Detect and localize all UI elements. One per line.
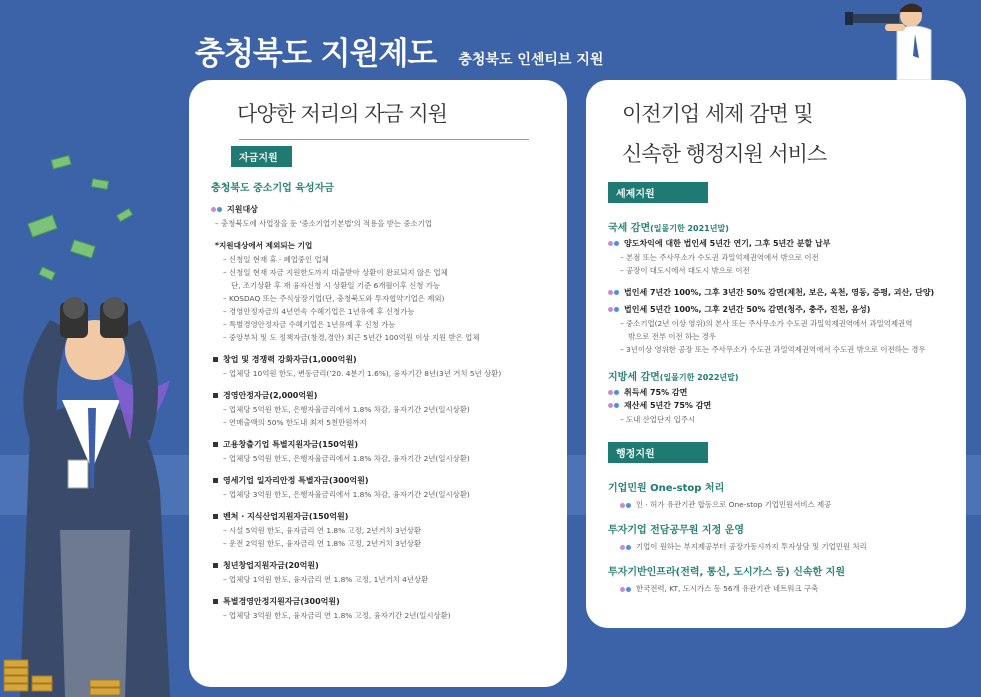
- bullet-dots-icon: [608, 388, 620, 397]
- bullet-dots-icon: [608, 288, 620, 297]
- national-tax-title: 국세 감면(일몰기한 2021년말): [608, 223, 729, 234]
- bullet-dots-icon: [620, 582, 632, 595]
- list-item: – KOSDAQ 또는 주식상장기업(단, 충청북도와 투자협약기업은 제외): [223, 294, 445, 303]
- target-description: – 충청북도에 사업장을 둔 '중소기업기본법'의 적용을 받는 중소기업: [215, 219, 432, 228]
- fund-title: 청년창업지원자금(20억원): [213, 560, 549, 571]
- local-tax-title: 지방세 감면(일몰기한 2022년말): [608, 372, 739, 383]
- section-label-fund: 자금지원: [231, 146, 292, 167]
- list-item: – 특별경영안정자금 수혜기업은 1년유예 후 신청 가능: [223, 320, 396, 329]
- tax-item-detail: – 3년이상 영위한 공장 또는 주사무소가 수도권 과밀억제권역에서 수도권 밖으로 이전하는 경우: [620, 345, 926, 354]
- list-item: – 경영안정자금의 4년연속 수혜기업은 1년유예 후 신청가능: [223, 307, 415, 316]
- tax-item-detail: – 공장이 대도시에서 대도시 밖으로 이전: [620, 266, 750, 275]
- tax-item-detail: – 본점 또는 주사무소가 수도권 과밀억제권역에서 밖으로 이전: [620, 253, 819, 262]
- square-bullet-icon: [213, 563, 218, 568]
- section-label-tax: 세제지원: [608, 182, 708, 203]
- fund-detail: – 업체당 10억원 한도, 변동금리(’20. 4분기 1.6%), 융자기간 8년(3년 거치 5년 상환): [223, 369, 502, 378]
- tax-admin-card: [586, 80, 966, 628]
- fund-title: 벤처 · 지식산업지원자금(150억원): [213, 511, 549, 522]
- square-bullet-icon: [213, 599, 218, 604]
- list-item: – 신청일 현재 자금 지원한도까지 대출받아 상환이 완료되지 않은 업체: [223, 268, 448, 277]
- tax-item-detail: – 중소기업(2년 이상 영위)의 본사 또는 주사무소가 수도권 과밀억제권역에서 과밀억제권역: [620, 319, 913, 328]
- bullet-dots-icon: [608, 239, 620, 248]
- bullet-dots-icon: [620, 540, 632, 553]
- fund-group-title: 충청북도 중소기업 육성자금: [211, 183, 334, 194]
- fund-detail: – 업체당 3억원 한도, 은행자율금리에서 1.8% 차감, 융자기간 2년(일시상환): [223, 490, 470, 499]
- admin-item-title: 투자기업 전담공무원 지정 운영: [608, 525, 745, 536]
- fund-title: 영세기업 일자리안정 특별자금(300억원): [213, 475, 549, 486]
- admin-item-desc: 한국전력, KT, 도시가스 등 56개 유관기관 네트워크 구축: [608, 582, 948, 595]
- fund-detail: – 업체당 5억원 한도, 은행자율금리에서 1.8% 차감, 융자기간 2년(일시상환): [223, 405, 470, 414]
- tax-item-title: 법인세 7년간 100%, 그후 3년간 50% 감면(제천, 보은, 옥천, 영동, 증평, 괴산, 단양): [608, 287, 948, 298]
- local-tax-item: 취득세 75% 감면: [608, 387, 948, 398]
- telescope-person-illustration: [845, 0, 965, 80]
- businessman-binoculars-illustration: [0, 150, 190, 697]
- square-bullet-icon: [213, 442, 218, 447]
- admin-item-title: 기업민원 One-stop 처리: [608, 483, 725, 494]
- fund-detail: – 업체당 3억원 한도, 융자금리 연 1.8% 고정, 융자기간 2년(일시상환): [223, 611, 451, 620]
- tax-item-title: 법인세 5년간 100%, 그후 2년간 50% 감면(청주, 충주, 진천, 음성): [608, 304, 948, 315]
- fund-detail: – 업체당 5억원 한도, 은행자율금리에서 1.8% 차감, 융자기간 2년(일시상환): [223, 454, 470, 463]
- fund-title: 고용창출기업 특별지원자금(150억원): [213, 439, 549, 450]
- local-tax-item: 재산세 5년간 75% 감면: [608, 400, 948, 411]
- excluded-title: *지원대상에서 제외되는 기업: [215, 241, 313, 250]
- tax-item-detail: 밖으로 전부 이전 하는 경우: [628, 332, 716, 341]
- square-bullet-icon: [213, 393, 218, 398]
- heading-divider: [239, 139, 529, 140]
- bullet-dots-icon: [608, 401, 620, 410]
- square-bullet-icon: [213, 478, 218, 483]
- bullet-dots-icon: [620, 498, 632, 511]
- bullet-dots-icon: [211, 205, 223, 214]
- admin-item-desc: 인 · 허가 유관기관 합동으로 One-stop 기업민원서비스 제공: [608, 498, 948, 511]
- fund-detail: – 연매출액의 50% 한도내 최저 5천만원까지: [223, 418, 367, 427]
- fund-title: 경영안정자금(2,000억원): [213, 390, 549, 401]
- page-title: 충청북도 지원제도: [195, 36, 437, 72]
- fund-title: 특별경영안정지원자금(300억원): [213, 596, 549, 607]
- square-bullet-icon: [213, 514, 218, 519]
- admin-item-title: 투자기반인프라(전력, 통신, 도시가스 등) 신속한 지원: [608, 567, 846, 578]
- square-bullet-icon: [213, 357, 218, 362]
- admin-item-desc: 기업이 원하는 부지제공부터 공장가동시까지 투자상담 및 기업민원 처리: [608, 540, 948, 553]
- page-header: [195, 28, 603, 73]
- local-tax-note: – 도내 산업단지 입주시: [620, 415, 695, 424]
- page-subtitle: 충청북도 인센티브 지원: [458, 52, 604, 68]
- bullet-dots-icon: [608, 305, 620, 314]
- list-item: – 중앙부처 및 도 정책자금(창경,경안) 최근 5년간 100억원 이상 지원 받은 업체: [223, 333, 480, 342]
- fund-detail: – 운전 2억원 한도, 융자금리 연 1.8% 고정, 2년거치 3년상환: [223, 539, 422, 548]
- fund-detail: – 업체당 1억원 한도, 융자금리 연 1.8% 고정, 1년거치 4년상환: [223, 575, 429, 584]
- fund-detail: – 시설 5억원 한도, 융자금리 연 1.8% 고정, 2년거치 3년상환: [223, 526, 422, 535]
- fund-support-card: [189, 80, 567, 687]
- tax-admin-heading-line2: 신속한 행정지원 서비스: [622, 142, 827, 166]
- fund-support-heading: 다양한 저리의 자금 지원: [237, 102, 447, 126]
- section-label-admin: 행정지원: [608, 442, 708, 463]
- list-item: – 신청일 현재 휴 · 폐업중인 업체: [223, 255, 329, 264]
- fund-list: [211, 354, 549, 622]
- fund-title: 창업 및 경쟁력 강화자금(1,000억원): [213, 354, 549, 365]
- target-title: 지원대상: [211, 204, 549, 215]
- list-item: 단, 조기상환 후 재 융자신청 시 상환일 기준 6개월이후 신청 가능: [231, 281, 441, 290]
- tax-admin-heading-line1: 이전기업 세제 감면 및: [622, 102, 813, 126]
- excluded-list: [211, 253, 549, 344]
- tax-item-title: 양도차익에 대한 법인세 5년간 연기, 그후 5년간 분할 납부: [608, 238, 948, 249]
